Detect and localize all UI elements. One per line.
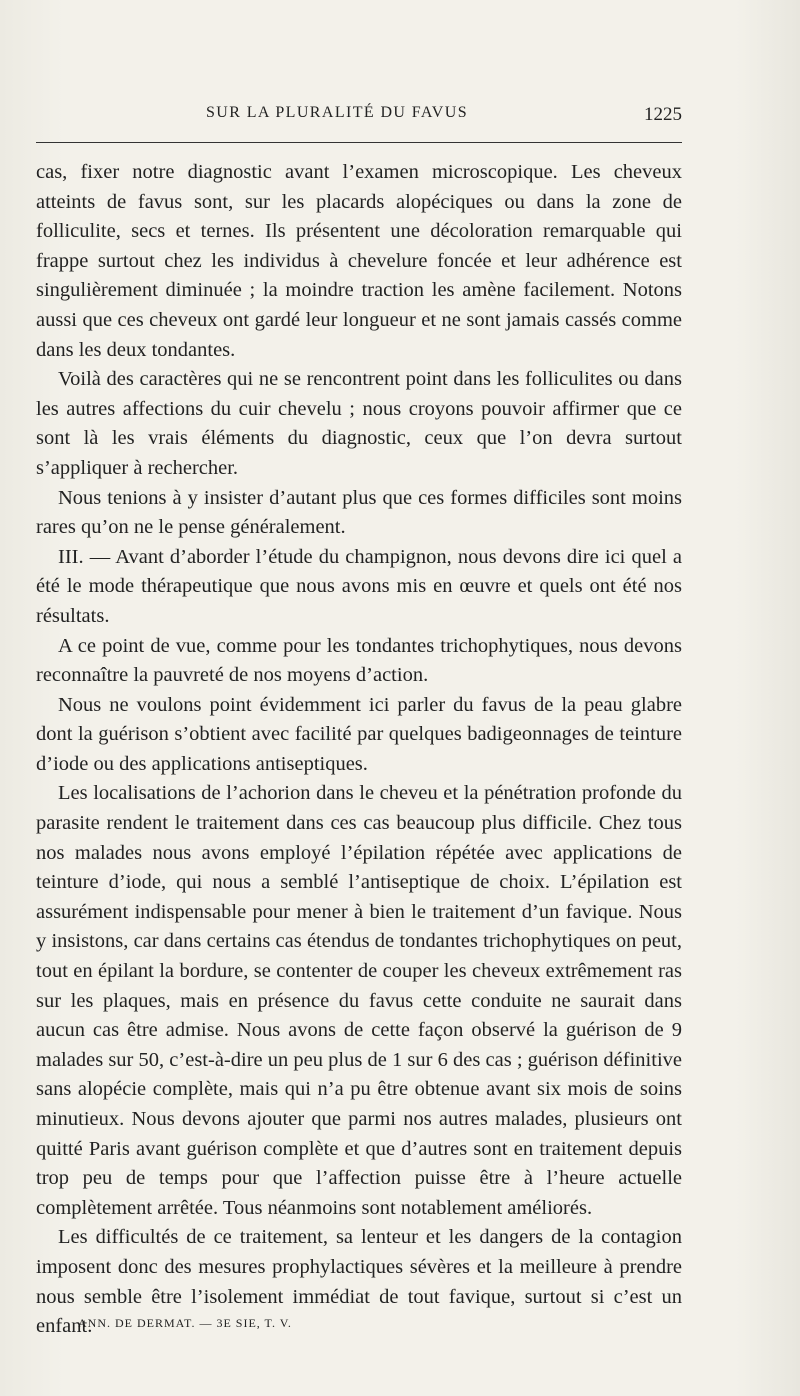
paragraph-3: Nous tenions à y insister d’autant plus que ces formes difficiles sont moins rares qu’on ne le pense généralement. (36, 486, 682, 539)
page-header (36, 104, 682, 134)
body-text (36, 158, 682, 1342)
paragraph-7: Les localisations de l’achorion dans le cheveu et la pénétration profonde du parasite rendent le traitement dans ces cas beaucoup plus difficile. Chez tous nos malades nous avons employé l’épilation répétée avec applications de teinture d’iode, qui nous a semblé l’antiseptique de choix. L’épilation est assurément indispensable pour mener à bien le traitement d’un favique. Nous y insistons, car dans certains cas étendus de tondantes trichophytiques on peut, tout en épilant la bordure, se contenter de couper les cheveux extrêmement ras sur les plaques, mais en présence du favus cette conduite ne saurait dans aucun cas être admise. Nous avons de cette façon observé la guérison de 9 malades sur 50, c’est-à-dire un peu plus de 1 sur 6 des cas ; guérison définitive sans alopécie complète, mais qui n’a pu être obtenue avant six mois de soins minutieux. Nous devons ajouter que parmi nos autres malades, plusieurs ont quitté Paris avant guérison complète et que d’autres sont en traitement depuis trop peu de temps pour que l’affection puisse être à l’heure actuelle complètement arrêtée. Tous néanmoins sont notablement améliorés. (36, 782, 682, 1219)
header-rule (36, 142, 682, 143)
paragraph-6: Nous ne voulons point évidemment ici parler du favus de la peau glabre dont la guérison s’obtient avec facilité par quelques badigeonnages de teinture d’iode ou des applications antiseptiques. (36, 693, 682, 775)
paragraph-8: Les difficultés de ce traitement, sa lenteur et les dangers de la contagion imposent donc des mesures prophylactiques sévères et la meilleure à prendre nous semble être l’isolement immédiat de tout favique, surtout si c’est un enfant. (36, 1226, 682, 1338)
paragraph-1: cas, fixer notre diagnostic avant l’examen microscopique. Les cheveux atteints de favus sont, sur les placards alopéciques ou dans la zone de folliculite, secs et ternes. Ils présentent une décoloration remarquable qui frappe surtout chez les individus à chevelure foncée et leur adhérence est singulièrement diminuée ; la moindre traction les amène facilement. Notons aussi que ces cheveux ont gardé leur longueur et ne sont jamais cassés comme dans les deux tondantes. (36, 161, 682, 361)
paragraph-2: Voilà des caractères qui ne se rencontrent point dans les folliculites ou dans les autres affections du cuir chevelu ; nous croyons pouvoir affirmer que ce sont là les vrais éléments du diagnostic, ceux que l’on devra surtout s’appliquer à rechercher. (36, 368, 682, 479)
paragraph-5: A ce point de vue, comme pour les tondantes trichophytiques, nous devons reconnaître la pauvreté de nos moyens d’action. (36, 634, 682, 687)
page-number: 1225 (644, 104, 682, 125)
running-title: SUR LA PLURALITÉ DU FAVUS (206, 104, 468, 121)
paragraph-4: III. — Avant d’aborder l’étude du champignon, nous devons dire ici quel a été le mode thérapeutique que nous avons mis en œuvre et quels ont été nos résultats. (36, 545, 682, 627)
footer-citation: ANN. DE DERMAT. — 3E SIE, T. V. (78, 1316, 292, 1330)
